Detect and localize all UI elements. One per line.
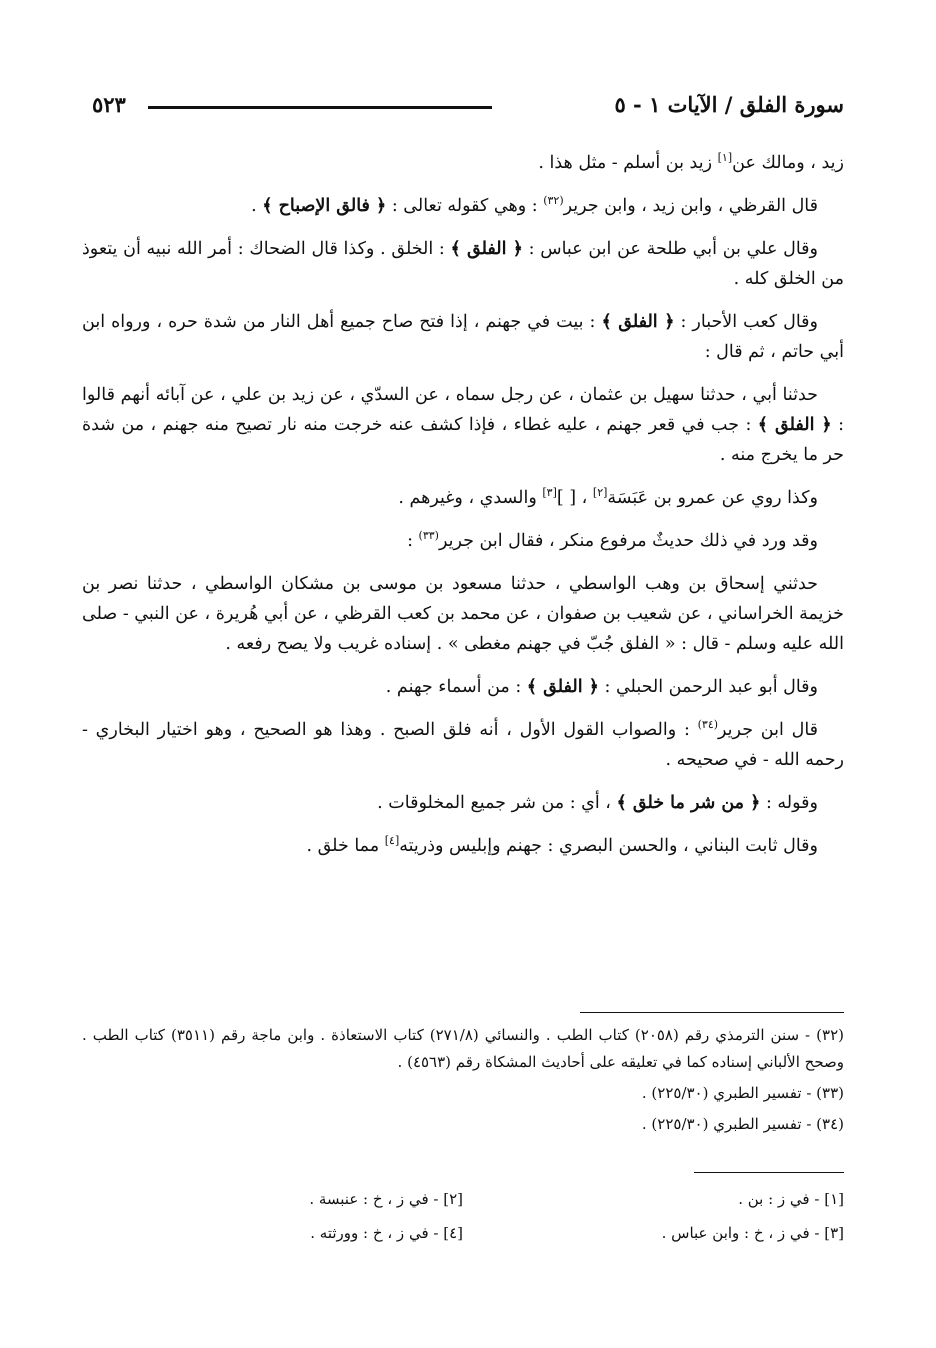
paragraph-8: حدثني إسحاق بن وهب الواسطي ، حدثنا مسعود بن موسى بن مشكان الواسطي ، حدثنا نصر بن خزيمة الخراساني ، عن شعيب بن صفوان ، عن محمد بن كعب القرظي ، عن أبي هُريرة ، عن النبي - صلى الله عليه وسلم - قال : « الفلق جُبّ في جهنم مغطى » . إسناده غريب ولا يصح رفعه . (82, 574, 844, 654)
paragraph-9: وقال أبو عبد الرحمن الحبلي : ﴿ الفلق ﴾ : من أسماء جهنم . (385, 677, 818, 697)
header-rule (148, 106, 492, 109)
variant-ref: [٣] (542, 486, 557, 500)
surah-title: سورة الفلق / الآيات ١ - ٥ (614, 92, 844, 117)
main-text (82, 148, 844, 874)
manuscript-variants (82, 1182, 844, 1250)
variant-2: [٢] - في ز ، خ : عنبسة . (309, 1190, 463, 1208)
variant-ref: [٤] (384, 834, 400, 848)
quran-quote: ﴿ الفلق ﴾ (757, 415, 832, 435)
page-number: ٥٢٣ (92, 92, 126, 117)
footnote-ref: (٣٢) (543, 194, 564, 208)
running-header (92, 88, 844, 122)
variant-3: [٣] - في ز ، خ : وابن عباس . (661, 1224, 844, 1242)
variants-row (82, 1182, 844, 1216)
paragraph-3: وقال علي بن أبي طلحة عن ابن عباس : ﴿ الفلق ﴾ : الخلق . وكذا قال الضحاك : أمر الله نبيه أن يتعوذ من الخلق كله . (82, 239, 844, 289)
paragraph-5: حدثنا أبي ، حدثنا سهيل بن عثمان ، عن رجل سماه ، عن السدّي ، عن زيد بن علي ، عن آبائه أنهم قالوا : ﴿ الفلق ﴾ : جب في قعر جهنم ، عليه غطاء ، فإذا كشف عنه خرجت منه نار تصيح منه جهنم ، من شدة حر ما يخرج منه . (82, 385, 844, 465)
footnote-ref: (٣٣) (418, 529, 439, 543)
paragraph-2: قال القرظي ، وابن زيد ، وابن جرير$^{(٣٢)}$ : وهي كقوله تعالى : ﴿ فالق الإصباح ﴾ . (251, 194, 818, 216)
footnote-32: (٣٢) - سنن الترمذي رقم (٢٠٥٨) كتاب الطب . والنسائي (٢٧١/٨) كتاب الاستعاذة . وابن ماجة رقم (٣٥١١) كتاب الطب . وصحح الألباني إسناده كما في تعليقه على أحاديث المشكاة رقم (٤٥٦٣) . (82, 1026, 844, 1071)
variant-4: [٤] - في ز ، خ : وورثته . (310, 1224, 463, 1242)
paragraph-11: وقوله : ﴿ من شر ما خلق ﴾ ، أي : من شر جميع المخلوقات . (377, 793, 818, 813)
footnote-ref: (٣٤) (697, 718, 719, 732)
variant-1: [١] - في ز : بن . (738, 1190, 844, 1208)
quran-quote: ﴿ الفلق ﴾ (526, 677, 599, 697)
quran-quote: ﴿ الفلق ﴾ (450, 239, 523, 259)
footnote-divider (580, 1012, 844, 1013)
footnote-34: (٣٤) - تفسير الطبري (٢٢٥/٣٠) . (641, 1115, 844, 1133)
quran-quote: ﴿ الفلق ﴾ (601, 312, 675, 332)
variant-ref: [٢] (592, 486, 608, 500)
footnotes (82, 1022, 844, 1142)
quran-quote: ﴿ من شر ما خلق ﴾ (616, 793, 761, 813)
paragraph-4: وقال كعب الأحبار : ﴿ الفلق ﴾ : بيت في جهنم ، إذا فتح صاح جميع أهل النار من شدة حره ، ورواه ابن أبي حاتم ، ثم قال : (82, 312, 844, 362)
quran-quote: ﴿ فالق الإصباح ﴾ (262, 196, 387, 216)
variants-divider (694, 1172, 844, 1173)
variants-row (82, 1216, 844, 1250)
variant-ref: [١] (717, 151, 733, 165)
paragraph-6: وكذا روي عن عمرو بن عَبَسَة[٢] ، [ ][٣] والسدي ، وغيرهم . (398, 486, 818, 508)
paragraph-7: وقد ورد في ذلك حديثٌ مرفوع منكر ، فقال ابن جرير$^{(٣٣)}$ : (407, 529, 818, 551)
paragraph-12: وقال ثابت البناني ، والحسن البصري : جهنم وإبليس وذريته[٤] مما خلق . (306, 834, 818, 856)
paragraph-10: قال ابن جرير$^{(٣٤)}$ : والصواب القول الأول ، أنه فلق الصبح . وهذا هو الصحيح ، وهو اختيار البخاري - رحمه الله - في صحيحه . (82, 718, 844, 770)
paragraph-1: زيد ، ومالك عن[١] زيد بن أسلم - مثل هذا . (538, 151, 844, 173)
footnote-33: (٣٣) - تفسير الطبري (٢٢٥/٣٠) . (641, 1084, 844, 1102)
